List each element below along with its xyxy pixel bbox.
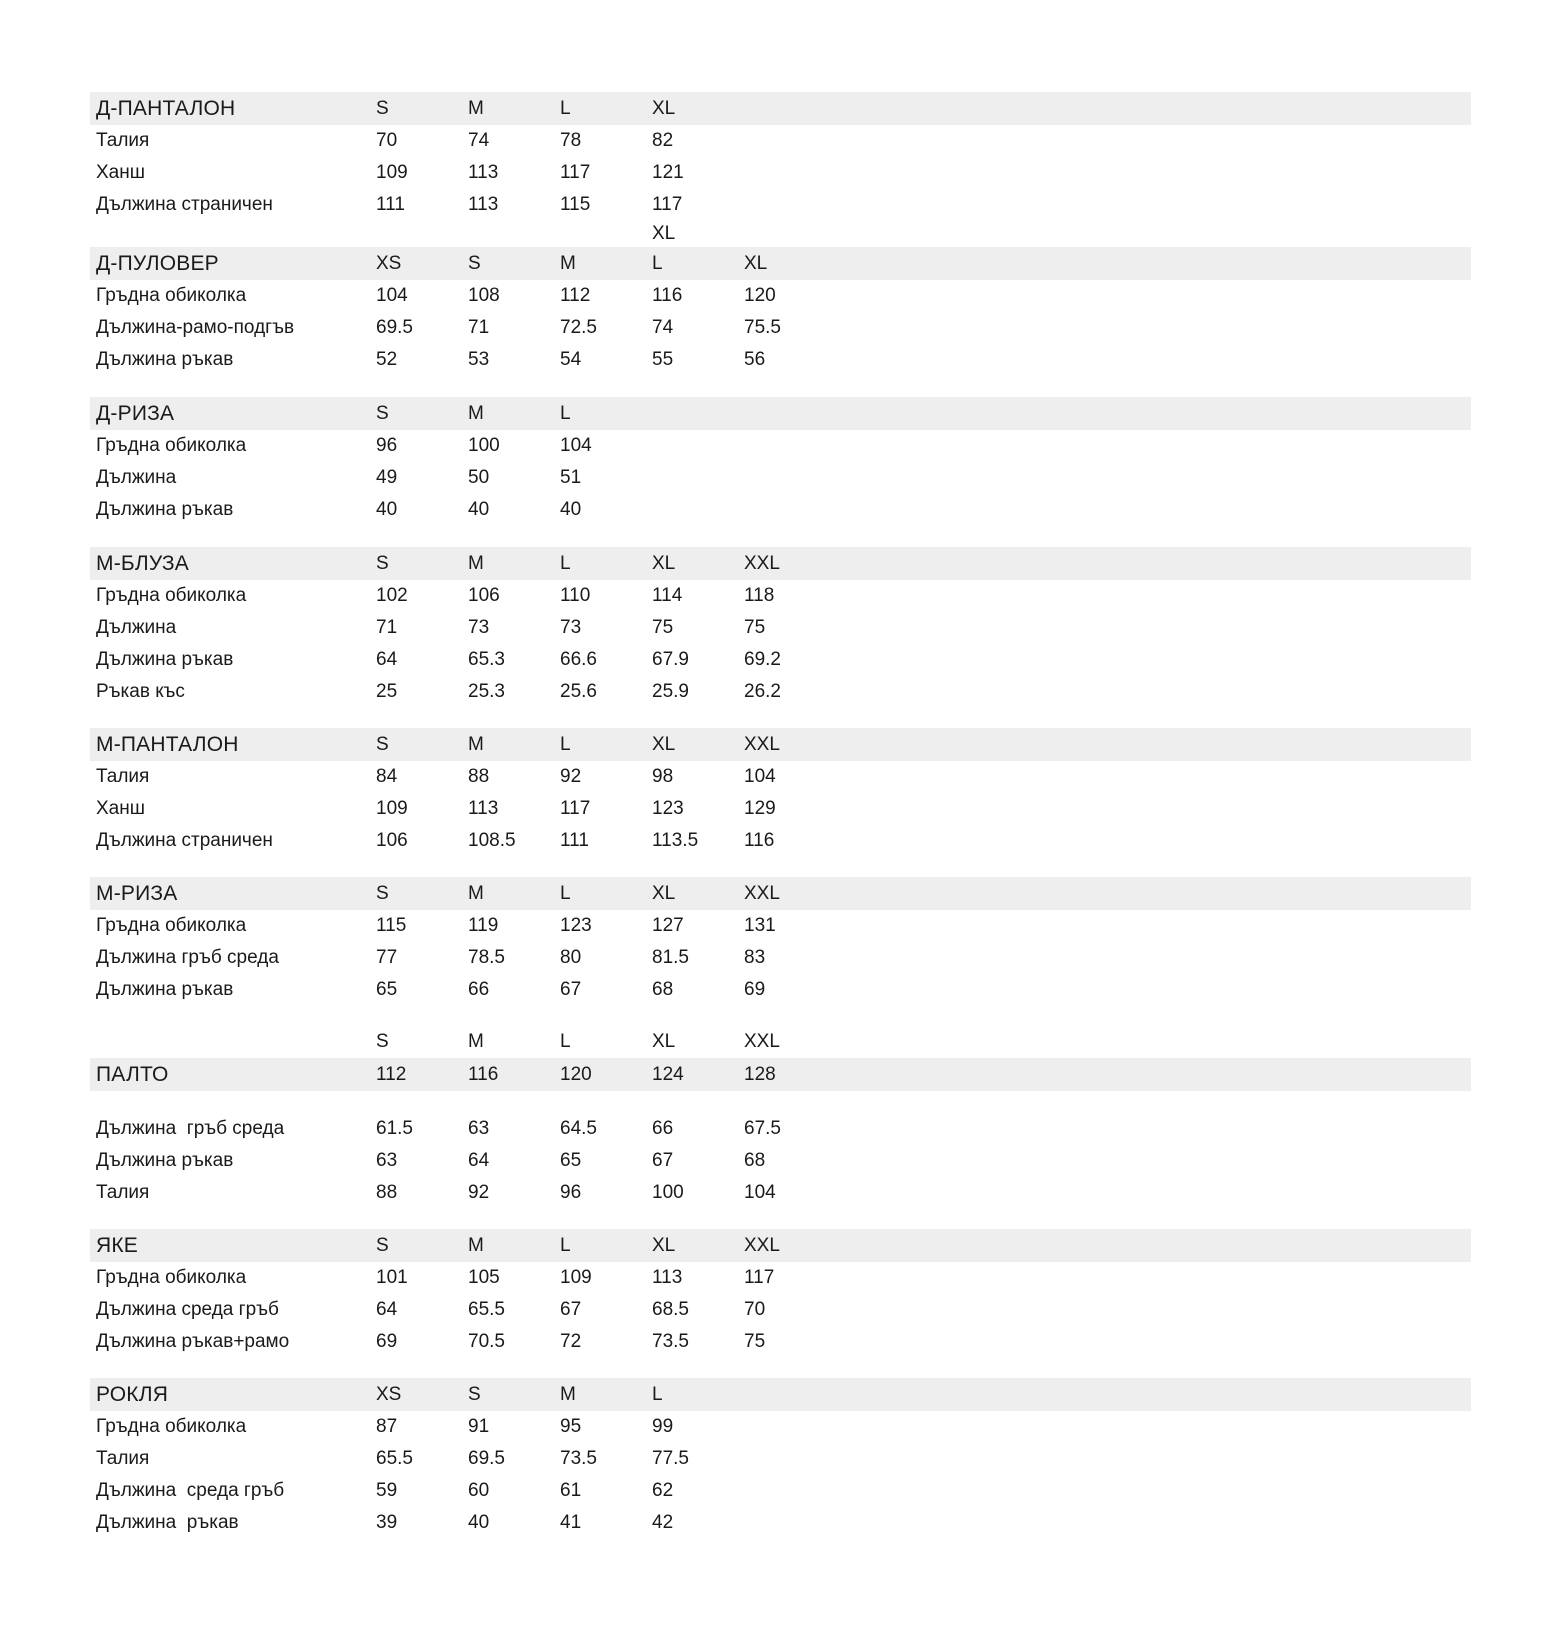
measurement-value: 119: [468, 915, 499, 936]
size-header-cell: XL: [652, 734, 676, 755]
measurement-value: 121: [652, 162, 684, 183]
measurement-value: 87: [376, 1416, 398, 1437]
measurement-value: 54: [560, 349, 582, 370]
measurement-row: [90, 430, 1471, 462]
measurement-value: 73.5: [652, 1331, 689, 1352]
size-header-cell: S: [376, 403, 389, 424]
size-header-cell: L: [560, 1031, 571, 1052]
measurement-label: Дължина гръб среда: [96, 1118, 285, 1139]
measurement-row: [90, 793, 1471, 825]
measurement-value: 123: [560, 915, 592, 936]
measurement-label: Дължина: [96, 617, 177, 638]
measurement-row: [90, 221, 1471, 247]
section-header-row: [90, 247, 1471, 280]
measurement-value: 124: [652, 1064, 684, 1085]
measurement-value: 25: [376, 681, 398, 702]
measurement-value: 117: [652, 194, 683, 215]
measurement-value: 91: [468, 1416, 490, 1437]
measurement-value: 49: [376, 467, 398, 488]
measurement-value: 113: [652, 1267, 683, 1288]
measurement-value: 55: [652, 349, 674, 370]
section-title: ЯКЕ: [96, 1234, 139, 1257]
measurement-row: [90, 1507, 1471, 1539]
section-title: М-ПАНТАЛОН: [96, 733, 239, 756]
measurement-row: [90, 612, 1471, 644]
measurement-row: [90, 580, 1471, 612]
measurement-label: Гръдна обиколка: [96, 1267, 247, 1288]
measurement-value: 40: [376, 499, 398, 520]
measurement-value: 65: [376, 979, 398, 1000]
measurement-value: 111: [376, 194, 405, 215]
measurement-value: 40: [468, 499, 490, 520]
section-title: М-РИЗА: [96, 882, 178, 905]
measurement-value: 56: [744, 349, 766, 370]
measurement-row: [90, 344, 1471, 376]
measurement-label: Ръкав къс: [96, 681, 185, 702]
size-header-cell: S: [376, 553, 389, 574]
measurement-row: [90, 1443, 1471, 1475]
measurement-value: 92: [468, 1182, 490, 1203]
measurement-value: 83: [744, 947, 766, 968]
measurement-value: 69.5: [376, 317, 413, 338]
measurement-value: 65: [560, 1150, 582, 1171]
measurement-value: 75: [652, 617, 674, 638]
measurement-value: 74: [468, 130, 490, 151]
measurement-value: 70: [376, 130, 398, 151]
measurement-value: 88: [376, 1182, 398, 1203]
measurement-value: 63: [468, 1118, 490, 1139]
size-header-cell: S: [468, 253, 481, 274]
measurement-value: 117: [560, 162, 591, 183]
measurement-value: 109: [560, 1267, 592, 1288]
measurement-value: 65.3: [468, 649, 505, 670]
measurement-value: 116: [652, 285, 683, 306]
measurement-value: 66: [468, 979, 490, 1000]
size-header-cell: S: [376, 883, 389, 904]
measurement-value: 69: [376, 1331, 398, 1352]
measurement-value: 63: [376, 1150, 398, 1171]
measurement-label: Ханш: [96, 162, 145, 183]
size-header-cell: XXL: [744, 1235, 780, 1256]
measurement-label: Дължина среда гръб: [96, 1299, 279, 1320]
size-header-cell: M: [560, 1384, 576, 1405]
measurement-row: [90, 1326, 1471, 1358]
measurement-value: 117: [744, 1267, 775, 1288]
measurement-value: 40: [560, 499, 582, 520]
measurement-value: 104: [376, 285, 408, 306]
section-title: Д-ПАНТАЛОН: [96, 97, 236, 120]
measurement-row: [90, 494, 1471, 526]
measurement-value: 116: [468, 1064, 499, 1085]
measurement-row: [90, 1262, 1471, 1294]
size-header-cell: M: [468, 1031, 484, 1052]
size-chart-section-d-riza: [90, 397, 1471, 526]
section-title: Д-ПУЛОВЕР: [96, 252, 219, 275]
size-header-cell: L: [560, 1235, 571, 1256]
size-header-cell: S: [376, 1031, 389, 1052]
measurement-value: 101: [376, 1267, 408, 1288]
measurement-value: 73: [468, 617, 490, 638]
section-title: Д-РИЗА: [96, 402, 175, 425]
measurement-value: 65.5: [468, 1299, 505, 1320]
measurement-value: 108.5: [468, 830, 516, 851]
size-header-cell: XS: [376, 253, 402, 274]
measurement-value: 95: [560, 1416, 582, 1437]
size-header-cell: S: [468, 1384, 481, 1405]
measurement-value: 71: [468, 317, 490, 338]
measurement-value: 113: [468, 798, 499, 819]
measurement-value: 106: [376, 830, 408, 851]
measurement-value: 108: [468, 285, 500, 306]
size-header-cell: XXL: [744, 883, 780, 904]
measurement-value: 64.5: [560, 1118, 597, 1139]
measurement-row: [90, 676, 1471, 708]
measurement-value: 116: [744, 830, 775, 851]
measurement-value: 59: [376, 1480, 398, 1501]
section-header-row: [90, 92, 1471, 125]
measurement-value: 113.5: [652, 830, 699, 851]
measurement-value: 72.5: [560, 317, 597, 338]
measurement-value: 78.5: [468, 947, 505, 968]
size-chart-section-m-bluza: [90, 547, 1471, 708]
measurement-value: 61.5: [376, 1118, 413, 1139]
measurement-value: 117: [560, 798, 591, 819]
measurement-row: [90, 1475, 1471, 1507]
measurement-row: [90, 825, 1471, 857]
size-header-cell: XL: [652, 553, 676, 574]
measurement-value: 115: [376, 915, 407, 936]
measurement-value: 39: [376, 1512, 398, 1533]
measurement-value: 62: [652, 1480, 674, 1501]
measurement-value: 60: [468, 1480, 490, 1501]
measurement-value: 42: [652, 1512, 674, 1533]
measurement-value: 99: [652, 1416, 674, 1437]
measurement-value: 111: [560, 830, 589, 851]
measurement-value: 50: [468, 467, 490, 488]
size-chart-section-d-pulover: [90, 247, 1471, 376]
measurement-value: 77.5: [652, 1448, 689, 1469]
size-row: [90, 1026, 1471, 1058]
size-header-cell: L: [560, 98, 571, 119]
measurement-value: XL: [652, 223, 676, 244]
size-chart-section-d-pantalon: [90, 92, 1471, 247]
measurement-value: 109: [376, 162, 408, 183]
measurement-value: 72: [560, 1331, 582, 1352]
measurement-row: [90, 1113, 1471, 1145]
measurement-row: [90, 910, 1471, 942]
measurement-value: 64: [376, 1299, 398, 1320]
section-header-row: [90, 397, 1471, 430]
measurement-value: 100: [468, 435, 500, 456]
measurement-row: [90, 462, 1471, 494]
size-header-cell: XL: [652, 1031, 676, 1052]
size-header-cell: M: [560, 253, 576, 274]
measurement-value: 25.3: [468, 681, 505, 702]
measurement-label: Гръдна обиколка: [96, 585, 247, 606]
measurement-value: 127: [652, 915, 684, 936]
measurement-value: 113: [468, 162, 499, 183]
measurement-value: 40: [468, 1512, 490, 1533]
measurement-label: Дължина ръкав: [96, 979, 234, 1000]
measurement-label: Дължина: [96, 467, 177, 488]
measurement-label: Дължина ръкав+рамо: [96, 1331, 290, 1352]
size-header-cell: XL: [652, 883, 676, 904]
size-header-cell: XS: [376, 1384, 402, 1405]
measurement-value: 92: [560, 766, 582, 787]
size-header-cell: S: [376, 1235, 389, 1256]
measurement-value: 64: [468, 1150, 490, 1171]
measurement-value: 77: [376, 947, 398, 968]
measurement-value: 109: [376, 798, 408, 819]
size-header-cell: XXL: [744, 1031, 780, 1052]
measurement-value: 129: [744, 798, 776, 819]
measurement-row: [90, 761, 1471, 793]
measurement-value: 98: [652, 766, 674, 787]
measurement-value: 68: [652, 979, 674, 1000]
size-header-cell: L: [560, 734, 571, 755]
measurement-value: 102: [376, 585, 408, 606]
measurement-row: [90, 189, 1471, 221]
measurement-value: 67.5: [744, 1118, 781, 1139]
measurement-label: Дължина страничен: [96, 194, 273, 215]
measurement-row: [90, 157, 1471, 189]
measurement-value: 120: [560, 1064, 592, 1085]
size-header-cell: XL: [652, 98, 676, 119]
measurement-value: 67: [560, 1299, 582, 1320]
size-chart-section-yake: [90, 1229, 1471, 1358]
measurement-label: Дължина страничен: [96, 830, 273, 851]
size-header-cell: M: [468, 1235, 484, 1256]
measurement-value: 104: [744, 766, 776, 787]
measurement-value: 74: [652, 317, 674, 338]
size-header-cell: L: [560, 403, 571, 424]
section-header-row: [90, 1229, 1471, 1262]
measurement-value: 64: [376, 649, 398, 670]
measurement-row: [90, 125, 1471, 157]
measurement-label: Гръдна обиколка: [96, 285, 247, 306]
measurement-value: 25.6: [560, 681, 597, 702]
measurement-value: 115: [560, 194, 591, 215]
measurement-value: 100: [652, 1182, 684, 1203]
section-title: ПАЛТО: [96, 1063, 169, 1086]
measurement-label: Дължина среда гръб: [96, 1480, 285, 1501]
measurement-value: 96: [560, 1182, 582, 1203]
size-header-cell: L: [560, 883, 571, 904]
size-header-cell: M: [468, 734, 484, 755]
size-header-cell: XL: [652, 1235, 676, 1256]
measurement-row: [90, 644, 1471, 676]
measurement-value: 68: [744, 1150, 766, 1171]
measurement-label: Ханш: [96, 798, 145, 819]
measurement-row: [90, 942, 1471, 974]
measurement-label: Талия: [96, 1448, 150, 1469]
measurement-value: 71: [376, 617, 398, 638]
measurement-value: 51: [560, 467, 582, 488]
size-header-cell: L: [652, 253, 663, 274]
measurement-row: [90, 1145, 1471, 1177]
measurement-label: Гръдна обиколка: [96, 915, 247, 936]
measurement-value: 69.5: [468, 1448, 505, 1469]
measurement-value: 73.5: [560, 1448, 597, 1469]
measurement-label: Дължина ръкав: [96, 349, 234, 370]
measurement-label: Гръдна обиколка: [96, 435, 247, 456]
measurement-row: [90, 1411, 1471, 1443]
section-header-row: [90, 1378, 1471, 1411]
measurement-value: 41: [560, 1512, 582, 1533]
size-header-cell: XXL: [744, 734, 780, 755]
measurement-value: 106: [468, 585, 500, 606]
measurement-value: 53: [468, 349, 490, 370]
measurement-value: 112: [376, 1064, 407, 1085]
measurement-value: 112: [560, 285, 591, 306]
measurement-value: 80: [560, 947, 582, 968]
size-chart-section-m-riza: [90, 877, 1471, 1006]
measurement-row: [90, 1294, 1471, 1326]
size-header-cell: M: [468, 98, 484, 119]
measurement-value: 110: [560, 585, 591, 606]
measurement-value: 52: [376, 349, 398, 370]
section-title: РОКЛЯ: [96, 1383, 169, 1406]
size-chart-section-roklya: [90, 1378, 1471, 1539]
measurement-value: 113: [468, 194, 499, 215]
measurement-value: 81.5: [652, 947, 689, 968]
measurement-value: 68.5: [652, 1299, 689, 1320]
measurement-label: Дължина ръкав: [96, 499, 234, 520]
measurement-value: 73: [560, 617, 582, 638]
size-header-cell: S: [376, 734, 389, 755]
measurement-label: Талия: [96, 130, 150, 151]
section-header-row: [90, 877, 1471, 910]
size-header-cell: M: [468, 553, 484, 574]
section-header-row: [90, 1058, 1471, 1091]
measurement-label: Дължина-рамо-подгъв: [96, 317, 295, 338]
measurement-row: [90, 280, 1471, 312]
measurement-value: 25.9: [652, 681, 689, 702]
measurement-value: 114: [652, 585, 683, 606]
measurement-label: Дължина ръкав: [96, 1512, 239, 1533]
size-header-cell: M: [468, 403, 484, 424]
measurement-value: 75: [744, 1331, 766, 1352]
measurement-value: 104: [744, 1182, 776, 1203]
measurement-value: 67.9: [652, 649, 689, 670]
section-header-row: [90, 547, 1471, 580]
measurement-value: 131: [744, 915, 776, 936]
measurement-label: Дължина ръкав: [96, 1150, 234, 1171]
measurement-value: 70.5: [468, 1331, 505, 1352]
measurement-value: 65.5: [376, 1448, 413, 1469]
measurement-value: 128: [744, 1064, 776, 1085]
measurement-value: 120: [744, 285, 776, 306]
section-spacer: [90, 1091, 1471, 1113]
measurement-value: 78: [560, 130, 582, 151]
measurement-value: 26.2: [744, 681, 781, 702]
measurement-label: Дължина ръкав: [96, 649, 234, 670]
size-header-cell: L: [652, 1384, 663, 1405]
size-chart: [90, 92, 1471, 1539]
section-title: М-БЛУЗА: [96, 552, 190, 575]
size-header-cell: XXL: [744, 553, 780, 574]
measurement-value: 75.5: [744, 317, 781, 338]
measurement-value: 70: [744, 1299, 766, 1320]
size-header-cell: S: [376, 98, 389, 119]
measurement-value: 88: [468, 766, 490, 787]
measurement-value: 67: [652, 1150, 674, 1171]
measurement-value: 84: [376, 766, 398, 787]
measurement-value: 82: [652, 130, 674, 151]
measurement-value: 118: [744, 585, 775, 606]
size-chart-section-palto: [90, 1026, 1471, 1209]
measurement-row: [90, 312, 1471, 344]
measurement-label: Дължина гръб среда: [96, 947, 279, 968]
measurement-value: 75: [744, 617, 766, 638]
measurement-value: 104: [560, 435, 592, 456]
measurement-label: Гръдна обиколка: [96, 1416, 247, 1437]
size-header-cell: M: [468, 883, 484, 904]
measurement-value: 61: [560, 1480, 582, 1501]
measurement-row: [90, 974, 1471, 1006]
measurement-value: 105: [468, 1267, 500, 1288]
measurement-value: 123: [652, 798, 684, 819]
measurement-value: 66.6: [560, 649, 597, 670]
size-header-cell: XL: [744, 253, 768, 274]
measurement-value: 66: [652, 1118, 674, 1139]
measurement-value: 67: [560, 979, 582, 1000]
measurement-label: Талия: [96, 766, 150, 787]
measurement-value: 69.2: [744, 649, 781, 670]
size-chart-section-m-pantalon: [90, 728, 1471, 857]
size-header-cell: L: [560, 553, 571, 574]
measurement-row: [90, 1177, 1471, 1209]
section-header-row: [90, 728, 1471, 761]
measurement-value: 96: [376, 435, 398, 456]
measurement-label: Талия: [96, 1182, 150, 1203]
measurement-value: 69: [744, 979, 766, 1000]
